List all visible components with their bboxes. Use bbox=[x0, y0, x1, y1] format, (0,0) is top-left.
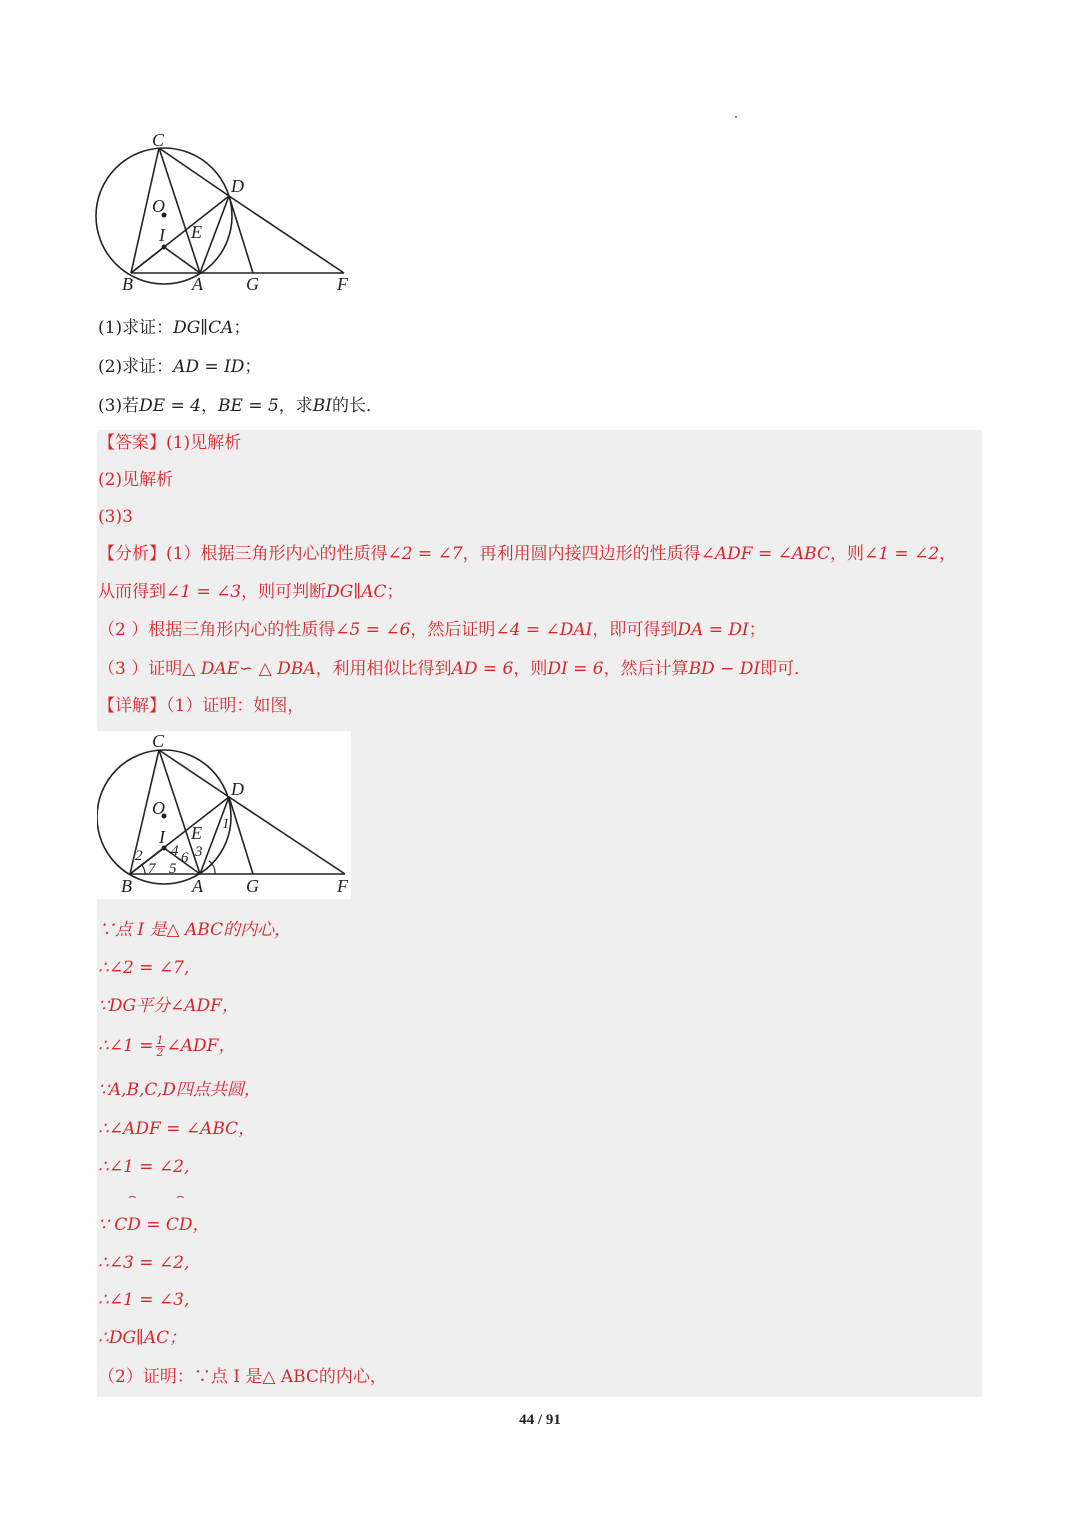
label-e: E bbox=[191, 222, 202, 242]
detail-step-9: ∴∠3 = ∠2, bbox=[98, 1253, 190, 1273]
fig2-label-d: D bbox=[231, 779, 244, 799]
angle-label-3: 3 bbox=[195, 844, 203, 860]
fig2-label-e: E bbox=[191, 823, 202, 843]
analysis-line-1: 【分析】(1）根据三角形内心的性质得∠2 = ∠7，再利用圆内接四边形的性质得∠ADF = ∠ABC，则∠1 = ∠2， bbox=[98, 544, 957, 564]
detail-step-6: ∴∠ADF = ∠ABC， bbox=[98, 1119, 256, 1139]
page-number: 44 / 91 bbox=[519, 1412, 561, 1428]
detail-step-5: ∵A,B,C,D四点共圆， bbox=[98, 1080, 261, 1100]
label-o: O bbox=[152, 196, 165, 216]
analysis-line-3: （2 ）根据三角形内心的性质得∠5 = ∠6，然后证明∠4 = ∠DAI，即可得到DA = DI； bbox=[98, 620, 766, 640]
detail-heading-line: 【详解】（1）证明：如图， bbox=[98, 696, 305, 716]
detail-step-8: ∵ CD = CD， bbox=[98, 1215, 210, 1235]
fraction-half: $\frac{1}{2}$ bbox=[156, 1034, 164, 1059]
label-i: I bbox=[159, 225, 165, 245]
angle-label-7: 7 bbox=[148, 861, 156, 877]
question-2: (2)求证：AD = ID； bbox=[98, 357, 262, 377]
fig2-label-b: B bbox=[121, 876, 132, 896]
label-d: D bbox=[231, 176, 244, 196]
answer-panel bbox=[97, 430, 982, 1397]
figure-2-svg bbox=[97, 731, 351, 899]
answer-line-3: (3)3 bbox=[98, 507, 133, 527]
arc-mark-1: ⌢ bbox=[128, 1189, 137, 1204]
angle-label-6: 6 bbox=[181, 850, 189, 866]
fig2-label-o: O bbox=[152, 798, 165, 818]
label-f: F bbox=[337, 274, 348, 294]
detail-step-2: ∴∠2 = ∠7, bbox=[98, 958, 190, 978]
angle-label-4: 4 bbox=[171, 843, 179, 859]
detail-step-12: （2）证明：∵点 I 是△ ABC的内心， bbox=[98, 1367, 387, 1387]
label-a: A bbox=[192, 274, 203, 294]
analysis-heading: 【分析】 bbox=[98, 544, 166, 564]
geometry-figure-1 bbox=[90, 128, 360, 298]
fig2-label-g: G bbox=[246, 876, 259, 896]
label-c: C bbox=[152, 130, 165, 150]
analysis-line-2: 从而得到∠1 = ∠3，则可判断DG∥AC； bbox=[98, 582, 404, 602]
detail-step-1: ∵点 I 是△ ABC的内心， bbox=[98, 920, 292, 940]
answer-heading: 【答案】 bbox=[98, 433, 166, 453]
detail-step-7: ∴∠1 = ∠2, bbox=[98, 1157, 190, 1177]
detail-step-11: ∴DG∥AC； bbox=[98, 1328, 187, 1348]
fig2-label-f: F bbox=[337, 876, 348, 896]
label-b: B bbox=[122, 274, 133, 294]
question-3: (3)若DE = 4，BE = 5，求BI的长． bbox=[98, 396, 384, 416]
fig2-label-c: C bbox=[152, 731, 165, 751]
label-g: G bbox=[246, 274, 259, 294]
answer-line-1: 【答案】(1)见解析 bbox=[98, 433, 242, 453]
analysis-line-4: （3 ）证明△ DAE∽ △ DBA，利用相似比得到AD = 6，则DI = 6，然后计算BD − DI即可． bbox=[98, 659, 812, 679]
angle-label-2: 2 bbox=[135, 848, 143, 864]
geometry-figure-2 bbox=[97, 731, 351, 899]
figure-1-svg bbox=[90, 128, 360, 298]
stray-mark bbox=[735, 116, 737, 118]
question-1: (1)求证：DG∥CA； bbox=[98, 318, 251, 338]
fig2-label-a: A bbox=[192, 876, 203, 896]
detail-step-3: ∵DG平分∠ADF， bbox=[98, 996, 239, 1016]
angle-label-5: 5 bbox=[169, 861, 177, 877]
arc-mark-2: ⌢ bbox=[176, 1189, 185, 1204]
detail-step-4: ∴∠1 = $\frac{1}{2}$ ∠ADF， bbox=[98, 1034, 236, 1059]
angle-label-1: 1 bbox=[222, 816, 230, 832]
detail-step-10: ∴∠1 = ∠3, bbox=[98, 1290, 190, 1310]
fig2-label-i: I bbox=[159, 827, 165, 847]
detail-heading: 【详解】 bbox=[98, 696, 166, 716]
answer-line-2: (2)见解析 bbox=[98, 470, 174, 490]
